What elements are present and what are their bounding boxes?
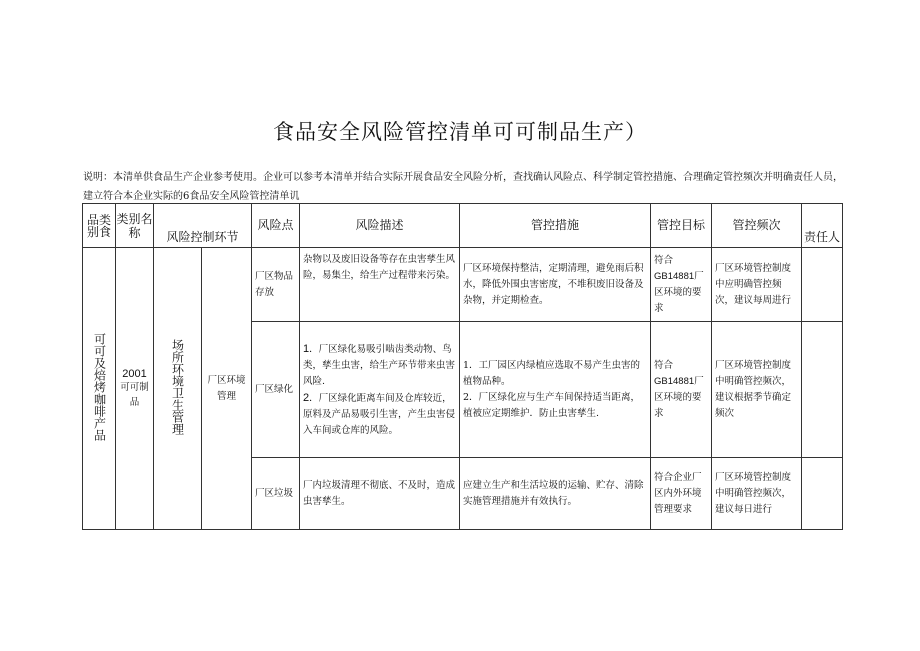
instruction-note: 说明：本清单供食品生产企业参考使用。企业可以参考本清单并结合实际开展食品安全风险分析，查找确认风险点、科学制定管控措施、合理确定管控频次并明确责任人员，建立符合本企业实际的6食品安全风险管控清单讥 [83,172,843,202]
frequency: 厂区环境管控制度中应明确管控频次，建议每周进行 [712,248,802,322]
page-title: 食品安全风险管控清单可可制品生产） [273,120,647,144]
owner [802,458,843,530]
header-row [83,204,843,248]
owner [802,322,843,458]
owner [802,248,843,322]
frequency: 厂区环境管控制度中明确管控频次，建议每日进行 [712,458,802,530]
target: 符合 GB14881厂 区环境的要 求 [651,248,712,322]
type-name: 可可制品 [120,381,149,408]
frequency: 厂区环境管控制度中明确管控频次，建议根据季节确定频次 [712,322,802,458]
category-cell: 可可及焙烤咖啡产品 [83,248,116,530]
type-name-cell [116,248,154,530]
risk-point: 厂区物品存放 [252,248,300,322]
header-owner: 责任人 [802,204,843,248]
header-risk-desc: 风险描述 [300,204,460,248]
stage-level2-cell: 厂区环境管理 [202,248,252,530]
header-type-name: 类别名称 [116,204,154,248]
risk-desc: 厂内垃圾清理不彻底、不及时，造成虫害孳生。 [300,458,460,530]
measures: 应建立生产和生活垃圾的运输、贮存、清除实施管理措施并有效执行。 [460,458,651,530]
header-measures: 管控措施 [460,204,651,248]
measures: 厂区环境保持整洁，定期清理，避免雨后积水，降低外围虫害密度，不堆积废旧设备及杂物，并定期检查。 [460,248,651,322]
measures: 1．工厂园区内绿植应选取不易产生虫害的植物品种。 2．厂区绿化应与生产车间保持适当距离，植被应定期维护．防止虫害孳生. [460,322,651,458]
header-stage: 风险控制环节 [154,204,252,248]
type-code: 2001 [122,367,147,380]
risk-point: 厂区绿化 [252,322,300,458]
header-category: 品类别食 [83,204,116,248]
risk-desc: 杂物以及废旧设备等存在虫害孳生风险，易集尘，给生产过程带来污染。 [300,248,460,322]
target: 符合 GB14881厂 区环境的要 求 [651,322,712,458]
header-target: 管控目标 [651,204,712,248]
risk-point: 厂区垃圾 [252,458,300,530]
target: 符合企业厂 区内外环境 管理要求 [651,458,712,530]
table-row [83,248,843,322]
risk-control-table [82,203,843,530]
stage-level1-cell: 场所环境卫生管理 [154,248,202,530]
risk-desc: 1．厂区绿化易吸引啮齿类动物、鸟类，孳生虫害，给生产环节带来虫害风险. 2．厂区绿化距离车间及仓库较近，原料及产品易吸引生害，产生虫害侵入车间或仓库的风险。 [300,322,460,458]
header-frequency: 管控频次 [712,204,802,248]
header-risk-point: 风险点 [252,204,300,248]
